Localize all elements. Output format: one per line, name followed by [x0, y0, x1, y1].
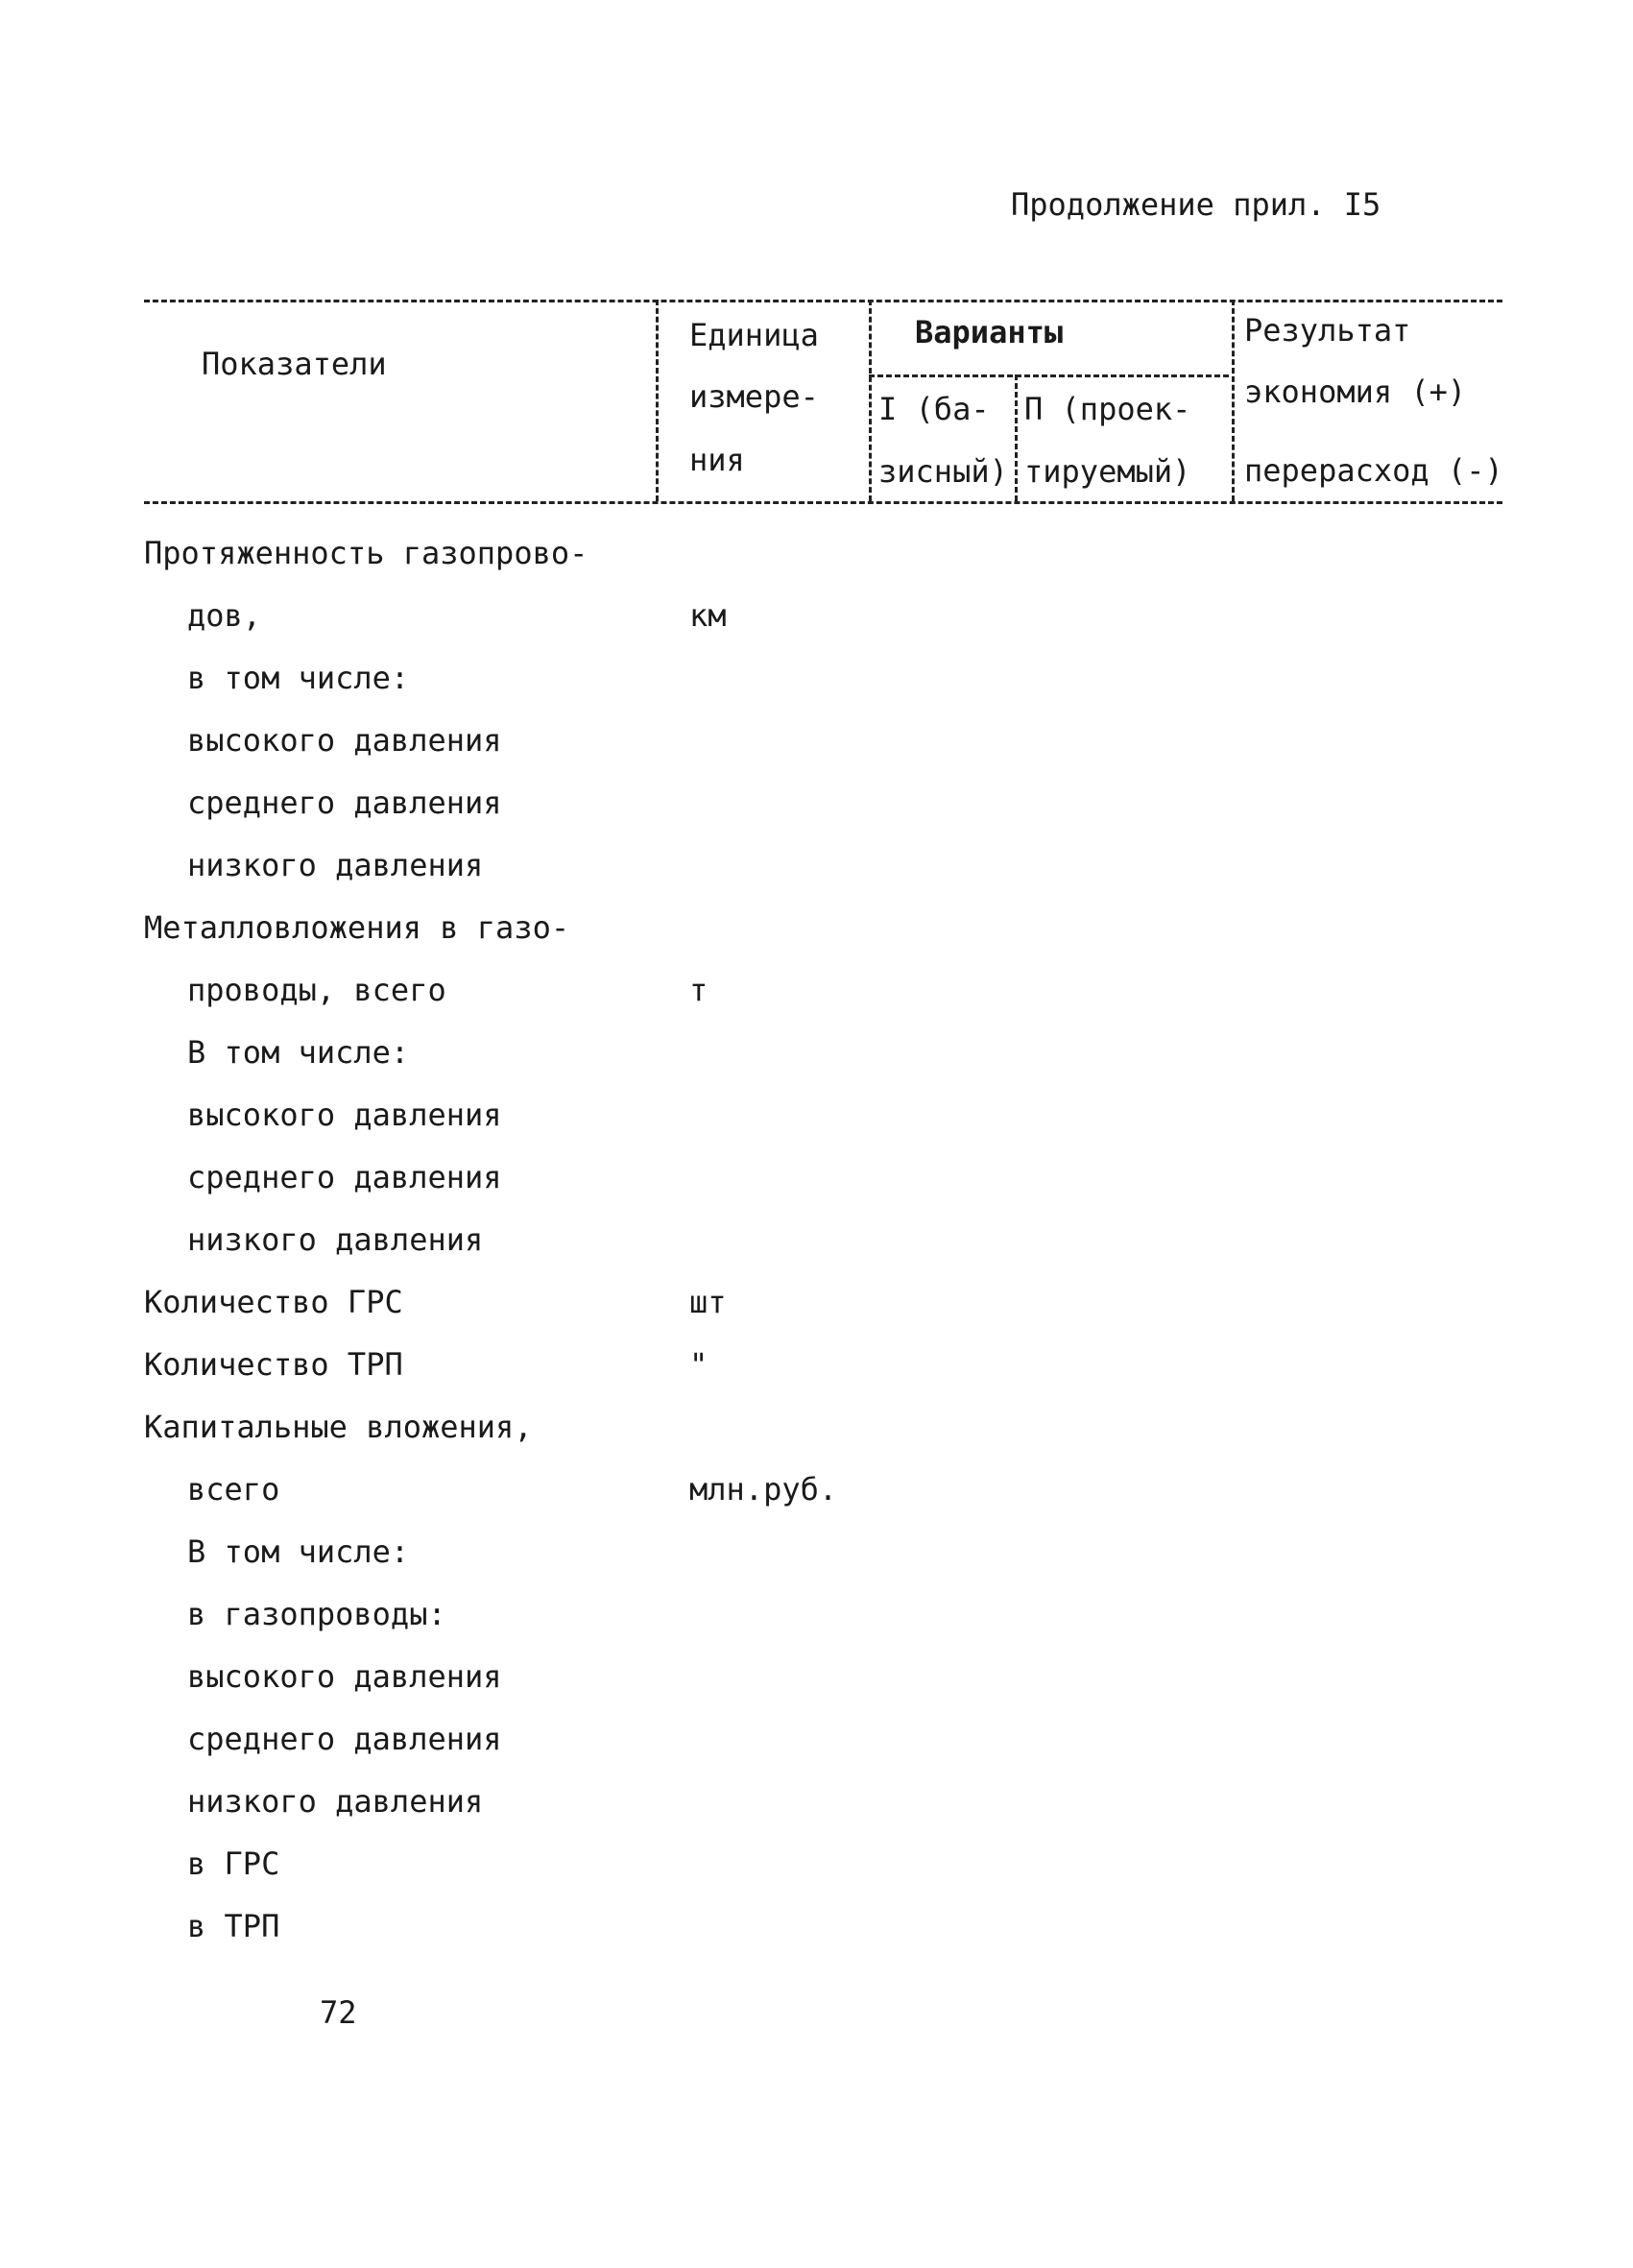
row-label: высокого давления: [187, 1097, 502, 1133]
variants-divider-rule: [869, 374, 1229, 377]
table-header-bottom-rule: [144, 501, 1502, 504]
result-column-divider: [1232, 300, 1235, 501]
row-label: среднего давления: [187, 1159, 502, 1195]
unit-header-line3: ния: [689, 442, 745, 478]
row-label: Капитальные вложения,: [144, 1409, 533, 1445]
row-unit: шт: [689, 1284, 727, 1320]
row-label: низкого давления: [187, 1783, 484, 1820]
variant1-header-line2: зисный): [878, 453, 1008, 490]
row-label: низкого давления: [187, 1221, 484, 1258]
row-label: высокого давления: [187, 1658, 502, 1695]
indicator-column-header: Показатели: [202, 346, 387, 382]
row-label: в газопроводы:: [187, 1596, 446, 1632]
result-header-line1: Результат: [1244, 312, 1411, 349]
unit-column-divider: [656, 300, 659, 501]
result-header-line2: экономия (+): [1244, 374, 1467, 410]
row-label: В том числе:: [187, 1034, 410, 1071]
row-label: В том числе:: [187, 1533, 410, 1570]
row-label: всего: [187, 1471, 280, 1508]
table-top-rule: [144, 300, 1502, 302]
variant1-header-line1: I (ба-: [878, 391, 990, 427]
row-label: Количество ГРС: [144, 1284, 403, 1320]
result-header-line3: перерасход (-): [1244, 452, 1503, 489]
row-label: среднего давления: [187, 1721, 502, 1757]
row-unit: км: [689, 597, 727, 634]
unit-header-line2: измере-: [689, 378, 819, 415]
row-unit: т: [689, 972, 708, 1008]
variants-header: Варианты: [915, 314, 1064, 350]
row-label: в том числе:: [187, 660, 410, 696]
row-label: Протяженность газопрово-: [144, 535, 588, 571]
page-number: 72: [320, 1994, 357, 2031]
row-unit: ": [689, 1346, 708, 1383]
row-label: низкого давления: [187, 847, 484, 883]
variant-split-divider: [1015, 374, 1018, 501]
row-label: Количество ТРП: [144, 1346, 403, 1383]
variants-column-divider: [869, 300, 872, 501]
row-label: проводы, всего: [187, 972, 446, 1008]
row-label: среднего давления: [187, 784, 502, 821]
row-unit: млн.руб.: [689, 1471, 838, 1508]
row-label: высокого давления: [187, 722, 502, 759]
unit-header-line1: Единица: [689, 317, 819, 353]
variant2-header-line1: П (проек-: [1024, 391, 1191, 427]
row-label: в ТРП: [187, 1908, 280, 1944]
row-label: в ГРС: [187, 1846, 280, 1882]
row-label: дов,: [187, 597, 262, 634]
variant2-header-line2: тируемый): [1024, 453, 1191, 490]
continuation-heading: Продолжение прил. I5: [1011, 186, 1381, 223]
row-label: Металловложения в газо-: [144, 909, 570, 946]
